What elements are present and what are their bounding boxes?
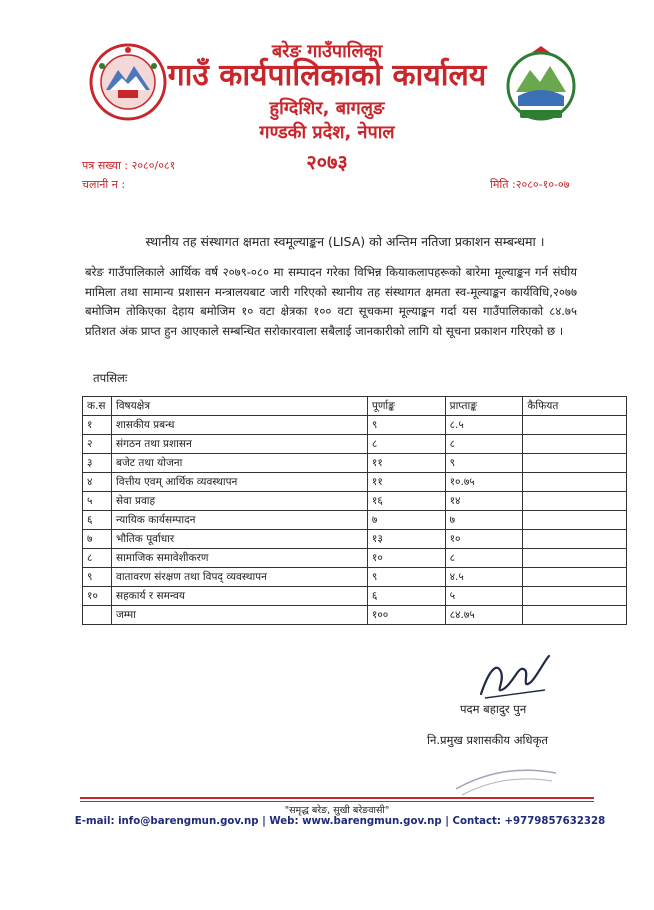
- cell-remarks: [523, 549, 627, 568]
- cell-area: सहकार्य र समन्वय: [111, 587, 367, 606]
- cell-full-marks: ९: [367, 416, 445, 435]
- cell-obtained-marks: ९: [445, 454, 523, 473]
- table-row: [83, 416, 627, 435]
- cell-area: शासकीय प्रबन्ध: [111, 416, 367, 435]
- cell-remarks: [523, 530, 627, 549]
- letter-date: मिति :२०८०-१०-०७: [490, 178, 570, 191]
- cell-remarks: [523, 587, 627, 606]
- cell-obtained-marks: ७: [445, 511, 523, 530]
- cell-full-marks: ६: [367, 587, 445, 606]
- province-country: गण्डकी प्रदेश, नेपाल: [259, 122, 395, 143]
- footer-divider-thin: [80, 801, 594, 802]
- cell-serial: १: [83, 416, 112, 435]
- cell-remarks: [523, 492, 627, 511]
- table-row: [83, 606, 627, 625]
- cell-obtained-marks: ८.५: [445, 416, 523, 435]
- cell-full-marks: ७: [367, 511, 445, 530]
- cell-obtained-marks: ८: [445, 549, 523, 568]
- cell-serial: ५: [83, 492, 112, 511]
- cell-area: भौतिक पूर्वाधार: [111, 530, 367, 549]
- cell-area: वित्तीय एवम् आर्थिक व्यवस्थापन: [111, 473, 367, 492]
- cell-serial: ४: [83, 473, 112, 492]
- cell-remarks: [523, 473, 627, 492]
- cell-full-marks: १००: [367, 606, 445, 625]
- cell-obtained-marks: ८४.७५: [445, 606, 523, 625]
- header-obtained-marks: प्राप्ताङ्क: [445, 397, 523, 416]
- cell-remarks: [523, 511, 627, 530]
- cell-area: संगठन तथा प्रशासन: [111, 435, 367, 454]
- cell-remarks: [523, 568, 627, 587]
- dispatch-number: चलानी न :: [82, 178, 126, 191]
- cell-serial: [83, 606, 112, 625]
- header-area: विषयक्षेत्र: [111, 397, 367, 416]
- footer-contact: E-mail: info@barengmun.gov.np | Web: www.barengmun.gov.np | Contact: +9779857632328: [74, 816, 606, 827]
- header-remarks: कैफियत: [523, 397, 627, 416]
- cell-serial: ३: [83, 454, 112, 473]
- cell-obtained-marks: ४.५: [445, 568, 523, 587]
- cell-full-marks: १६: [367, 492, 445, 511]
- official-stamp-icon: [452, 755, 562, 797]
- table-row: [83, 435, 627, 454]
- footer-motto: "समृद्ध बरेङ, सुखी बरेङवासी": [284, 805, 390, 816]
- signatory-title: नि.प्रमुख प्रशासकीय अधिकृत: [427, 733, 548, 747]
- cell-serial: ८: [83, 549, 112, 568]
- letter-number: पत्र सख्या : २०८०/०८१: [82, 159, 176, 172]
- cell-remarks: [523, 606, 627, 625]
- header-full-marks: पूर्णाङ्क: [367, 397, 445, 416]
- table-row: [83, 473, 627, 492]
- table-row: [83, 530, 627, 549]
- cell-serial: ९: [83, 568, 112, 587]
- cell-full-marks: ११: [367, 473, 445, 492]
- lisa-score-table: [82, 396, 627, 625]
- footer-divider: [80, 797, 594, 799]
- cell-area: वातावरण संरक्षण तथा विपद् व्यवस्थापन: [111, 568, 367, 587]
- cell-serial: ७: [83, 530, 112, 549]
- cell-area: जम्मा: [111, 606, 367, 625]
- cell-area: सेवा प्रवाह: [111, 492, 367, 511]
- table-row: [83, 492, 627, 511]
- header-serial: क.स: [83, 397, 112, 416]
- table-row: [83, 511, 627, 530]
- cell-remarks: [523, 435, 627, 454]
- cell-full-marks: १३: [367, 530, 445, 549]
- cell-remarks: [523, 454, 627, 473]
- details-label: तपसिलः: [93, 371, 128, 385]
- signature-image: [475, 650, 555, 706]
- letter-body: बरेङ गाउँपालिकाले आर्थिक वर्ष २०७९-०८० मा सम्पादन गरेका विभिन्न कियाकलापहरूको बारेमा मूल्याङ्कन गर्न संघीय मामिला तथा सामान्य प्रशासन मन्त्रालयबाट जारी गरिएको स्थानीय तह संस्थागत क्षमता स्व-मूल्याङ्कन कार्यविधि,२०७७ बमोजिम तोकिएका देहाय बमोजिम १० वटा क्षेत्रका १०० वटा सूचकमा मूल्याङ्कन गर्दा यस गाउँपालिकाको ८४.७५ प्रतिशत अंक प्राप्त हुन आएकाले सम्बन्धित सरोकारवाला सबैलाई जानकारीको लागि यो सूचना प्रकाशन गरिएको छ ।: [85, 265, 577, 338]
- table-row: [83, 454, 627, 473]
- cell-obtained-marks: १४: [445, 492, 523, 511]
- cell-serial: ६: [83, 511, 112, 530]
- table-row: [83, 568, 627, 587]
- office-title: गाउँ कार्यपालिकाको कार्यालय: [167, 58, 487, 93]
- table-row: [83, 587, 627, 606]
- table-header-row: [83, 397, 627, 416]
- cell-full-marks: ११: [367, 454, 445, 473]
- cell-obtained-marks: ५: [445, 587, 523, 606]
- cell-obtained-marks: १०: [445, 530, 523, 549]
- cell-full-marks: ८: [367, 435, 445, 454]
- cell-serial: १०: [83, 587, 112, 606]
- office-address: हुग्दिशिर, बागलुङ: [269, 98, 385, 119]
- cell-full-marks: १०: [367, 549, 445, 568]
- cell-remarks: [523, 416, 627, 435]
- municipality-name: बरेङ गाउँपालिका: [271, 41, 383, 62]
- letter-subject: स्थानीय तह संस्थागत क्षमता स्वमूल्याङ्कन (LISA) को अन्तिम नतिजा प्रकाशन सम्बन्धमा ।: [145, 234, 545, 249]
- cell-obtained-marks: १०.७५: [445, 473, 523, 492]
- cell-area: न्यायिक कार्यसम्पादन: [111, 511, 367, 530]
- registration-number: २०७३: [306, 150, 348, 174]
- cell-serial: २: [83, 435, 112, 454]
- table-row: [83, 549, 627, 568]
- cell-area: सामाजिक समावेशीकरण: [111, 549, 367, 568]
- cell-obtained-marks: ८: [445, 435, 523, 454]
- cell-area: बजेट तथा योजना: [111, 454, 367, 473]
- signatory-name: पदम बहादुर पुन: [460, 702, 527, 716]
- cell-full-marks: ९: [367, 568, 445, 587]
